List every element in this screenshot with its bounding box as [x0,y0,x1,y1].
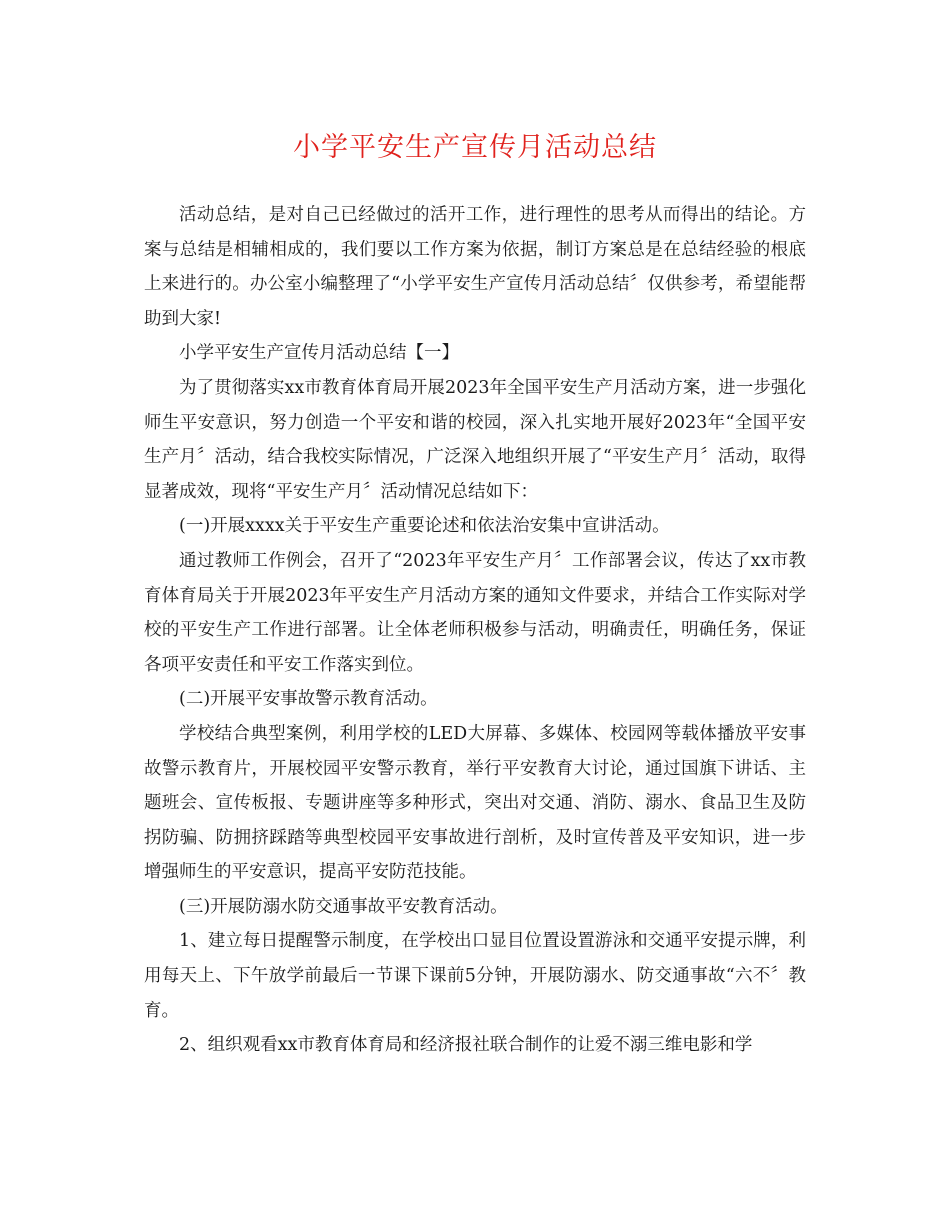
document-body [144,198,806,1063]
paragraph-item-1: 1、建立每日提醒警示制度，在学校出口显目位置设置游泳和交通平安提示牌，利用每天上、下午放学前最后一节课下课前5分钟，开展防溺水、防交通事故“六不〞教育。 [144,931,806,1021]
section-heading-one: 小学平安生产宣传月活动总结【一】 [179,343,459,364]
subheading-3: (三)开展防溺水防交通事故平安教育活动。 [179,896,508,917]
paragraph-warning-education: 学校结合典型案例，利用学校的LED大屏幕、多媒体、校园网等载体播放平安事故警示教育片，开展校园平安警示教育，举行平安教育大讨论，通过国旗下讲话、主题班会、宣传板报、专题讲座等多种形式，突出对交通、消防、溺水、食品卫生及防拐防骗、防拥挤踩踏等典型校园平安事故进行剖析，及时宣传普及平安知识，进一步增强师生的平安意识，提高平安防范技能。 [144,723,806,883]
document-title: 小学平安生产宣传月活动总结 [293,132,657,163]
subheading-1: (一)开展xxxx关于平安生产重要论述和依法治安集中宣讲活动。 [179,516,670,537]
paragraph-meeting: 通过教师工作例会，召开了“2023年平安生产月〞工作部署会议，传达了xx市教育体育局关于开展2023年平安生产月活动方案的通知文件要求，并结合工作实际对学校的平安生产工作进行部署。让全体老师积极参与活动，明确责任，明确任务，保证各项平安责任和平安工作落实到位。 [144,550,806,675]
subheading-2: (二)开展平安事故警示教育活动。 [179,689,438,710]
paragraph-item-2: 2、组织观看xx市教育体育局和经济报社联合制作的让爱不溺三维电影和学 [179,1035,753,1056]
paragraph-overview: 为了贯彻落实xx市教育体育局开展2023年全国平安生产月活动方案，进一步强化师生平安意识，努力创造一个平安和谐的校园，深入扎实地开展好2023年“全国平安生产月〞活动，结合我校实际情况，广泛深入地组织开展了“平安生产月〞活动，取得显著成效，现将“平安生产月〞活动情况总结如下： [144,377,806,502]
paragraph-intro: 活动总结，是对自己已经做过的活开工作，进行理性的思考从而得出的结论。方案与总结是相辅相成的，我们要以工作方案为依据，制订方案总是在总结经验的根底上来进行的。办公室小编整理了“小学平安生产宣传月活动总结〞仅供参考，希望能帮助到大家! [144,205,806,329]
